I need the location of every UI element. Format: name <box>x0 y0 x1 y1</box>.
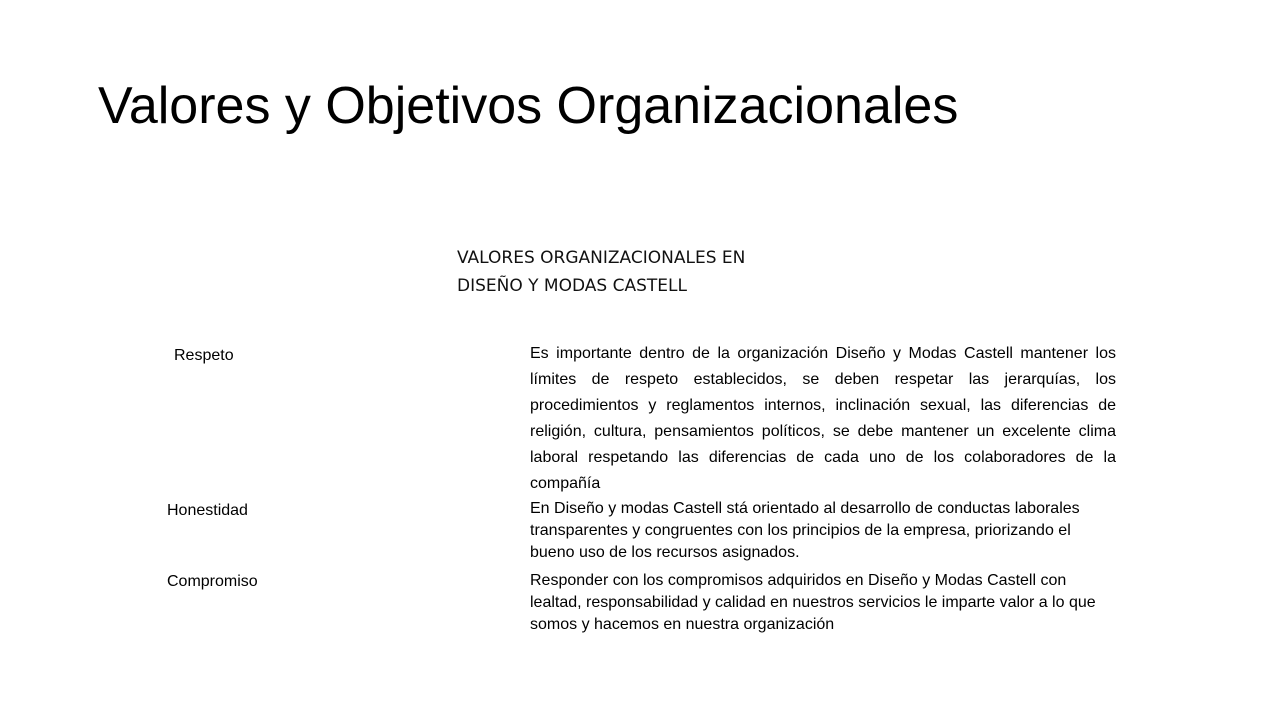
value-label-honestidad: Honestidad <box>167 502 248 519</box>
slide-title: Valores y Objetivos Organizacionales <box>98 77 959 135</box>
value-description-honestidad: En Diseño y modas Castell stá orientado al desarrollo de conductas laborales transparentes y congruentes con los principios de la empresa, priorizando el bueno uso de los recursos asignados. <box>530 500 1080 561</box>
values-table-heading-line-1: VALORES ORGANIZACIONALES EN <box>457 248 746 268</box>
value-label-compromiso: Compromiso <box>167 573 258 590</box>
value-description-compromiso: Responder con los compromisos adquiridos en Diseño y Modas Castell con lealtad, responsabilidad y calidad en nuestros servicios le imparte valor a lo que somos y hacemos en nuestra organización <box>530 572 1096 633</box>
value-description-respeto: Es importante dentro de la organización Diseño y Modas Castell mantener los límites de respeto establecidos, se deben respetar las jerarquías, los procedimientos y reglamentos internos, inclinación sexual, las diferencias de religión, cultura, pensamientos políticos, se debe mantener un excelente clima laboral respetando las diferencias de cada uno de los colaboradores de la compañía <box>530 345 1116 492</box>
value-label-respeto: Respeto <box>174 347 234 364</box>
values-table-heading-line-2: DISEÑO Y MODAS CASTELL <box>457 276 687 296</box>
values-table-heading <box>457 244 745 300</box>
